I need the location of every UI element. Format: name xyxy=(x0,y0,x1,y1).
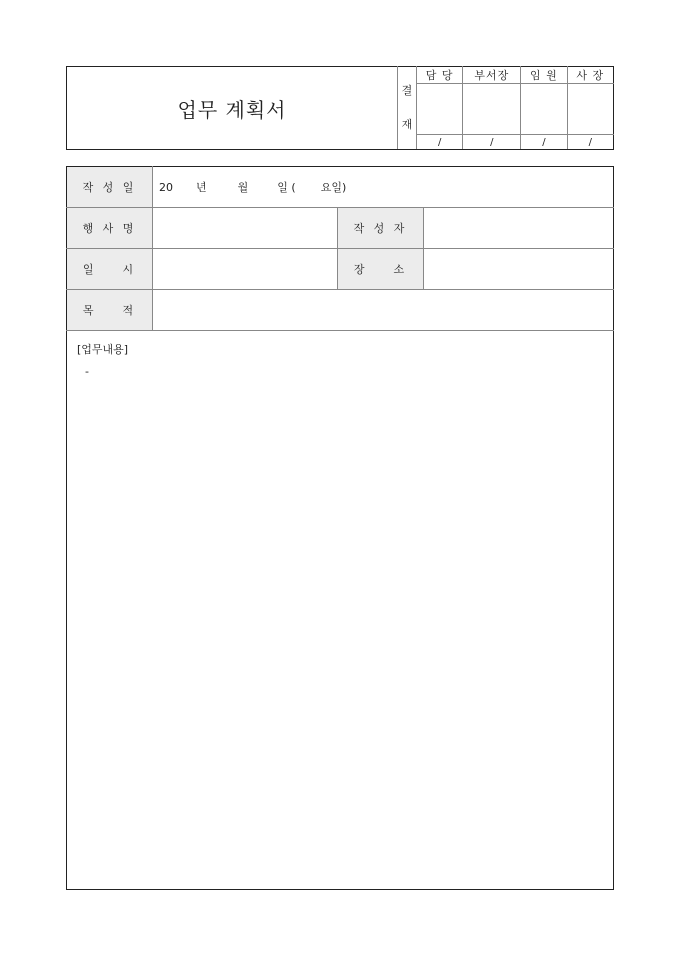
work-content-area[interactable] xyxy=(67,331,614,890)
purpose-label: 목 적 xyxy=(67,290,153,331)
year-unit: 년 xyxy=(196,181,207,194)
date-label: 작 성 일 xyxy=(67,167,153,208)
role-department-head: 부서장 xyxy=(463,67,521,84)
date-field[interactable] xyxy=(153,167,614,208)
approval-label-bottom: 재 xyxy=(401,118,413,131)
role-manager: 담 당 xyxy=(417,67,463,84)
place-label: 장 소 xyxy=(338,249,424,290)
author-label: 작 성 자 xyxy=(338,208,424,249)
work-plan-form xyxy=(66,166,614,890)
event-name-label: 행 사 명 xyxy=(67,208,153,249)
role-executive: 임 원 xyxy=(521,67,567,84)
approval-header xyxy=(66,66,614,150)
weekday-unit: 요일) xyxy=(320,181,347,194)
purpose-field[interactable] xyxy=(153,290,614,331)
sign-box-department-head[interactable] xyxy=(463,84,521,135)
sign-box-manager[interactable] xyxy=(417,84,463,135)
year-prefix: 20 xyxy=(159,181,173,194)
place-field[interactable] xyxy=(424,249,614,290)
author-field[interactable] xyxy=(424,208,614,249)
datetime-label: 일 시 xyxy=(67,249,153,290)
event-name-field[interactable] xyxy=(153,208,338,249)
sign-date-executive[interactable]: / xyxy=(521,135,567,150)
datetime-field[interactable] xyxy=(153,249,338,290)
sign-date-manager[interactable]: / xyxy=(417,135,463,150)
document-title: 업무 계획서 xyxy=(67,67,398,150)
work-content-heading: [업무내용] xyxy=(77,343,129,356)
sign-box-executive[interactable] xyxy=(521,84,567,135)
day-unit: 일 ( xyxy=(277,181,296,194)
work-content-first-line: - xyxy=(85,365,89,378)
approval-label xyxy=(398,67,417,150)
role-president: 사 장 xyxy=(567,67,613,84)
sign-date-department-head[interactable]: / xyxy=(463,135,521,150)
month-unit: 월 xyxy=(237,181,249,194)
sign-box-president[interactable] xyxy=(567,84,613,135)
sign-date-president[interactable]: / xyxy=(567,135,613,150)
approval-label-top: 결 xyxy=(401,84,413,97)
